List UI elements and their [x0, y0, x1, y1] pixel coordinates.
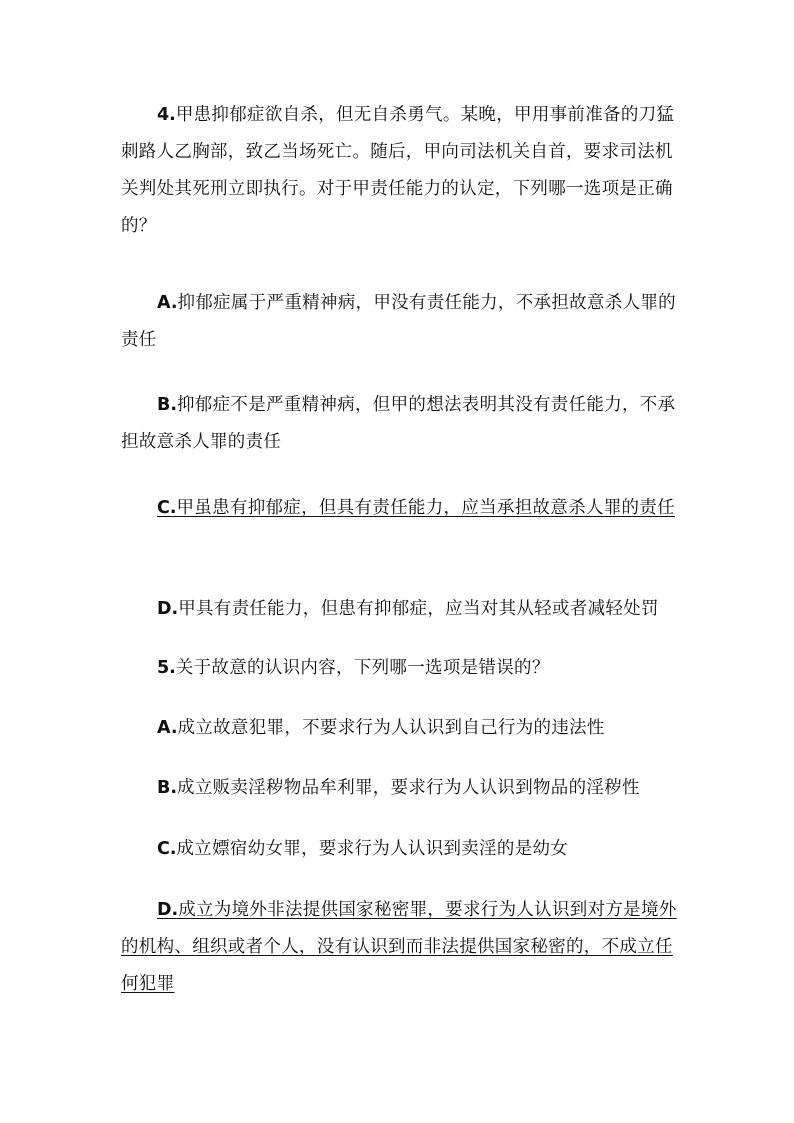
question-4-option-c-answer	[121, 490, 677, 527]
option-label: D.	[157, 900, 179, 920]
question-4-stem	[121, 97, 677, 245]
option-label: A.	[157, 718, 178, 738]
option-label: B.	[157, 395, 177, 415]
question-4-option-b	[121, 387, 677, 461]
option-label: D.	[157, 599, 179, 619]
option-text: 成立为境外非法提供国家秘密罪，要求行为人认识到对方是境外的机构、组织或者个人，没有认识到而非法提供国家秘密的，不成立任何犯罪	[121, 900, 677, 994]
option-text: 甲虽患有抑郁症，但具有责任能力，应当承担故意杀人罪的责任	[176, 498, 675, 518]
question-4-number: 4.	[157, 105, 176, 125]
option-label: C.	[157, 839, 177, 859]
question-4-option-a	[121, 285, 677, 359]
option-text: 甲具有责任能力，但患有抑郁症，应当对其从轻或者减轻处罚	[178, 599, 659, 619]
question-5-option-c	[121, 831, 677, 868]
question-5-option-a	[121, 710, 677, 747]
option-text: 抑郁症不是严重精神病，但甲的想法表明其没有责任能力，不承担故意杀人罪的责任	[121, 395, 676, 452]
option-text: 成立贩卖淫秽物品牟利罪，要求行为人认识到物品的淫秽性	[177, 778, 640, 798]
question-5-option-b	[121, 770, 677, 807]
option-label: C.	[157, 498, 177, 518]
question-5-option-d-answer	[121, 892, 677, 1003]
option-text: 成立故意犯罪，不要求行为人认识到自己行为的违法性	[177, 718, 605, 738]
option-label: A.	[157, 293, 178, 313]
question-5-number: 5.	[157, 658, 176, 678]
option-text: 成立嫖宿幼女罪，要求行为人认识到卖淫的是幼女	[176, 839, 569, 859]
question-4-text: 甲患抑郁症欲自杀，但无自杀勇气。某晚，甲用事前准备的刀猛刺路人乙胸部，致乙当场死亡。随后，甲向司法机关自首，要求司法机关判处其死刑立即执行。对于甲责任能力的认定，下列哪一选项是正确的？	[121, 105, 675, 236]
question-5-stem	[121, 650, 677, 687]
option-text: 抑郁症属于严重精神病，甲没有责任能力，不承担故意杀人罪的责任	[121, 293, 676, 350]
question-4-option-d	[121, 591, 677, 628]
option-label: B.	[157, 778, 177, 798]
question-5-text: 关于故意的认识内容，下列哪一选项是错误的？	[175, 658, 550, 678]
